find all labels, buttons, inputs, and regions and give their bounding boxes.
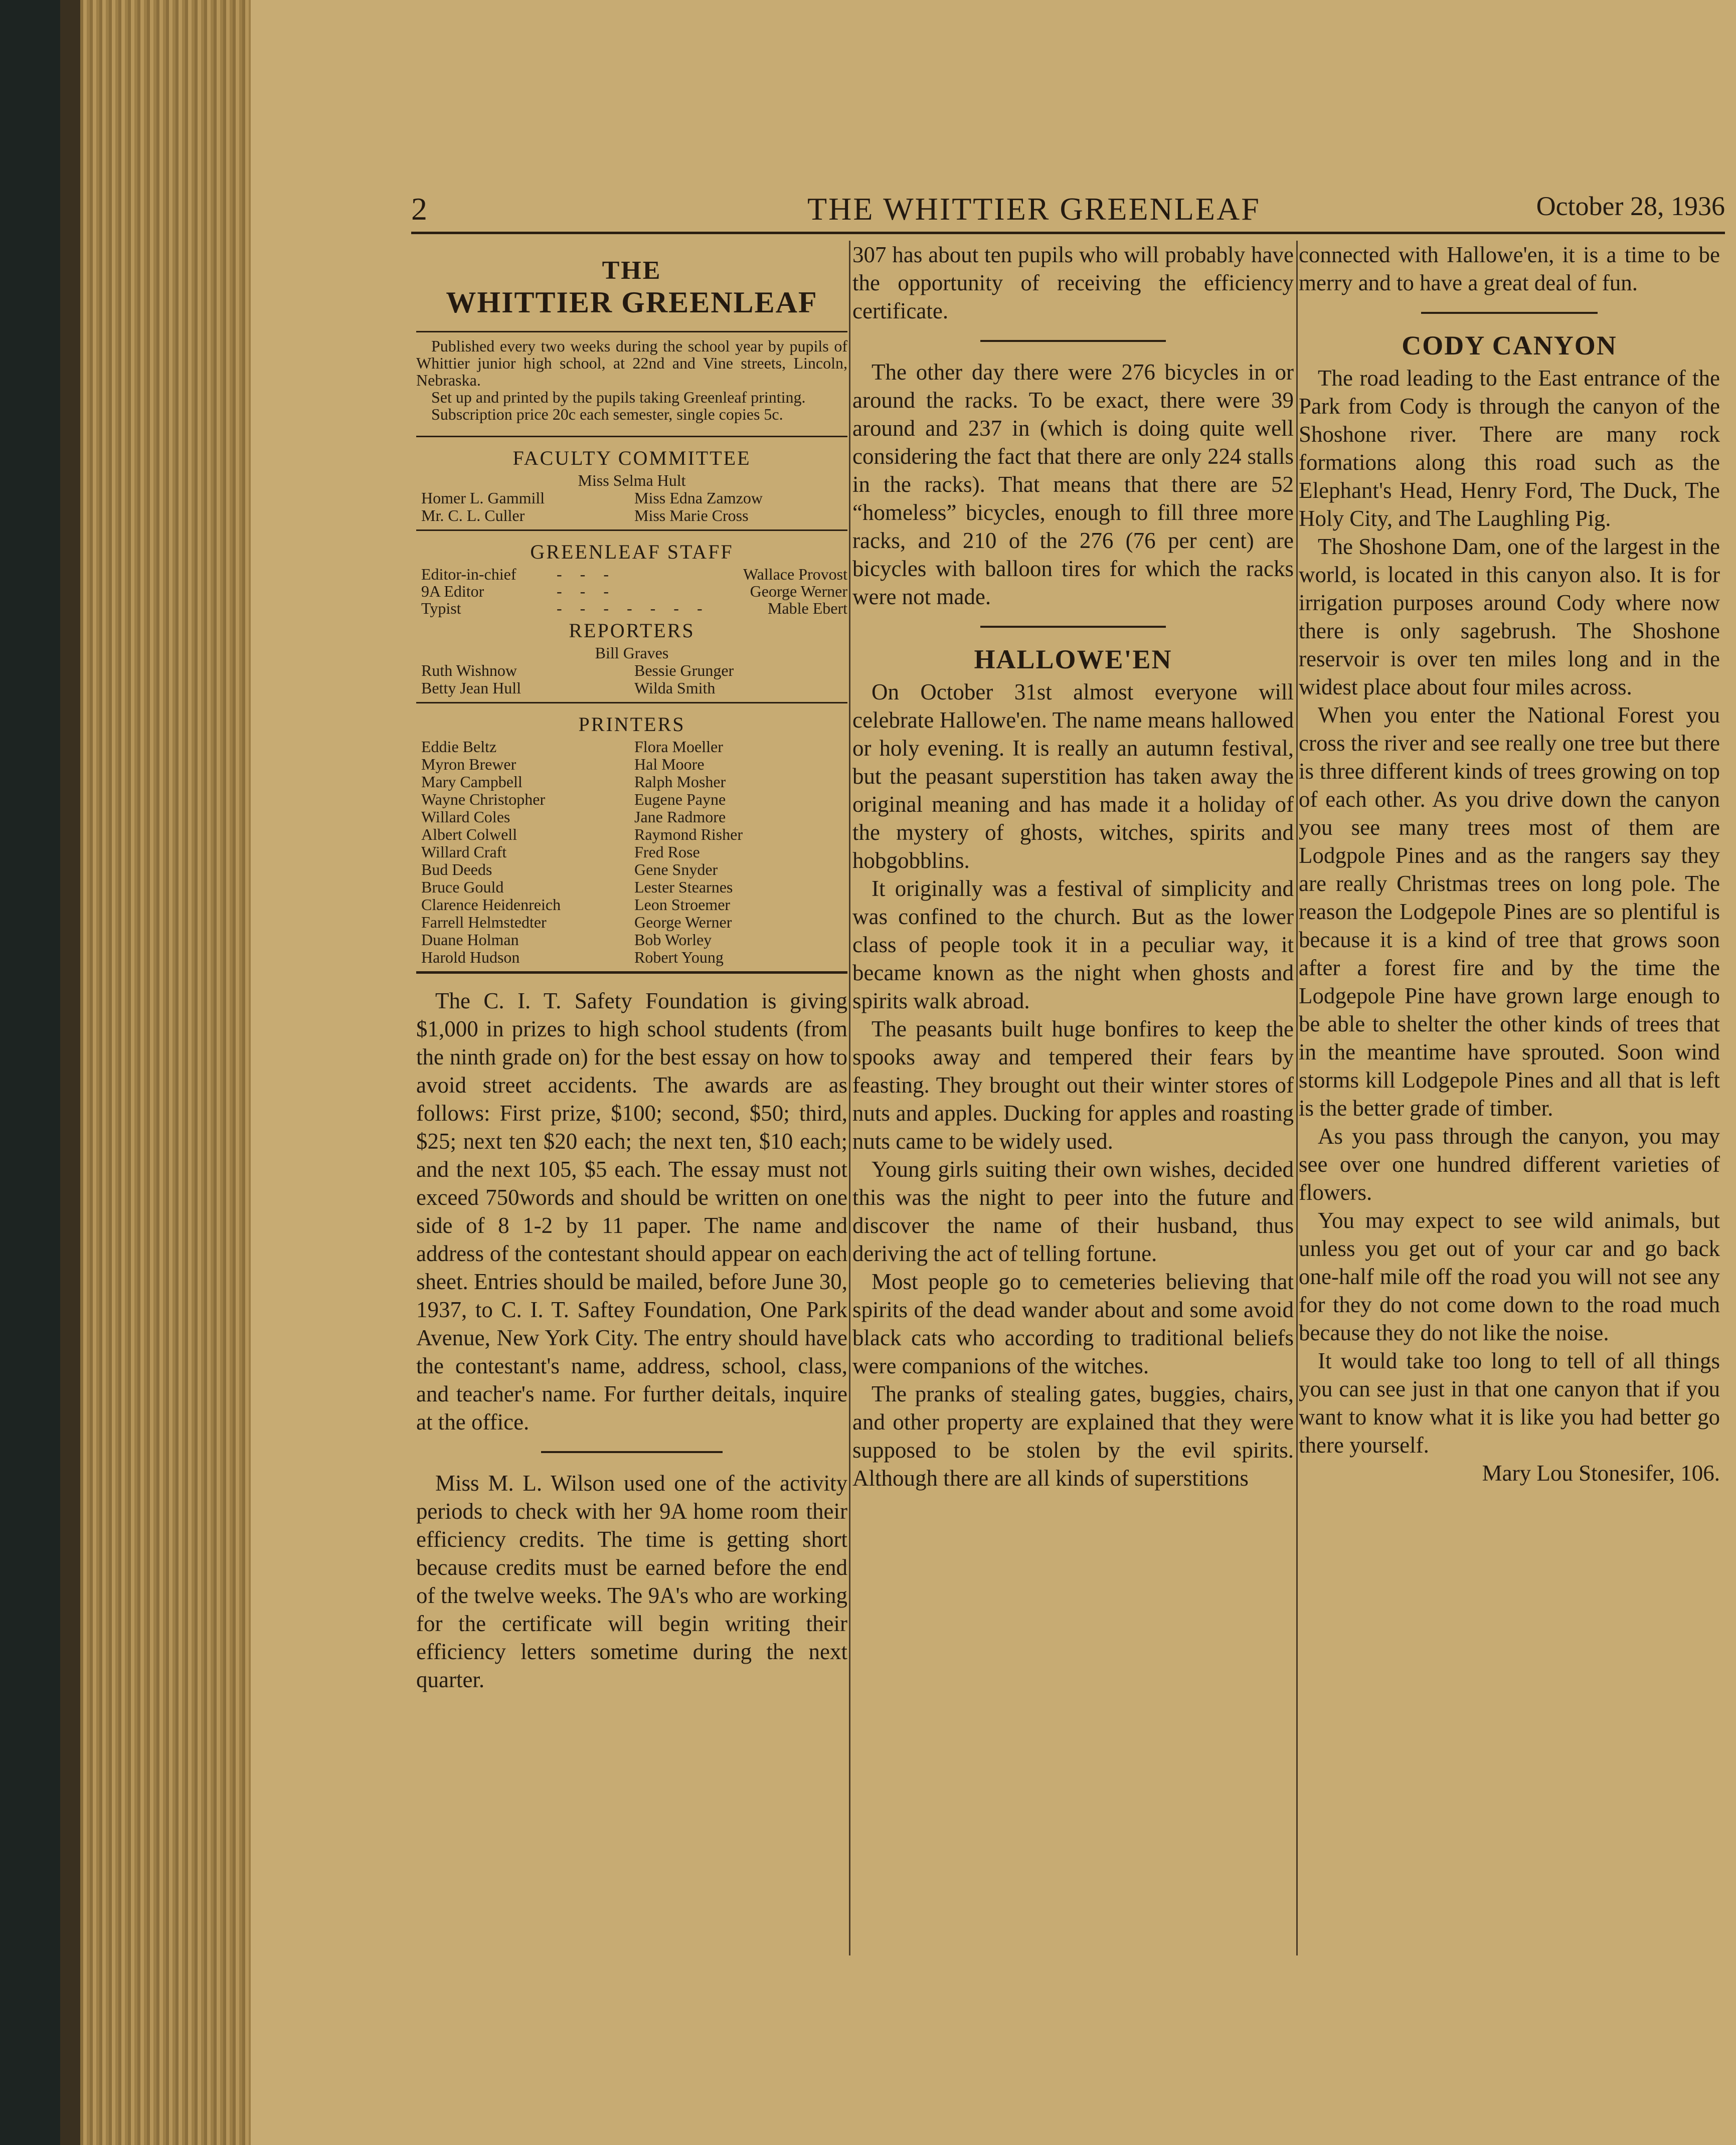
page-header [411,191,1725,231]
printers-row [416,949,847,966]
printers-row [416,808,847,826]
column-rule [849,241,850,1955]
article-divider [980,340,1166,342]
printer-name: Leon Stroemer [634,896,731,914]
printer-name: Eugene Payne [634,790,726,808]
staff-row [416,600,847,617]
printer-name: George Werner [634,913,732,931]
column-rule [1296,241,1298,1955]
subscription-info: Subscription price 20c each semester, single copies 5c. [431,405,783,423]
staff-row [416,583,847,600]
faculty-lead: Miss Selma Hult [578,471,686,489]
bicycles-article: The other day there were 276 bicycles in or around the racks. To be exact, there were 39 around and 237 in (which is doing quite well considering the fact that there are only 224 stalls in the racks). That means that there are 52 “homeless” bicycles, enough to fill three more racks, and 210 of the 276 (76 per cent) are bicycles with balloon tires for which the racks were not made. [852,360,1294,609]
section-rule [416,702,847,703]
book-binding [0,0,60,2145]
halloween-paragraph: On October 31st almost everyone will celebrate Hallowe'en. The name means hallowed or holy evening. It is really an autumn festival, but the peasant superstition has taken away the original meaning and has made it a holiday of the mystery of ghosts, witches, spirits and hobgobblins. [852,679,1294,873]
faculty-row [416,507,847,524]
halloween-paragraph: The pranks of stealing gates, buggies, chairs, and other property are explained that they were supposed to be stolen by the evil spirits. Although there are all kinds of superstitions [852,1381,1294,1491]
reporters-heading: REPORTERS [569,619,695,642]
safety-article: The C. I. T. Safety Foundation is giving $1,000 in prizes to high school students (from the ninth grade on) for the best essay on how to avoid street accidents. The awards are as follows: First prize, $100; second, $50; third, $25; next ten $20 each; the next ten, $10 each; and the next 105, $5 each. The essay must not exceed 750words and should be written on one side of 8 1-2 by 11 paper. The name and address of the contestant should appear on each sheet. Entries should be mailed, before June 30, 1937, to C. I. T. Saftey Foundation, One Park Avenue, New York City. The entry should have the contestant's name, address, school, class, and teacher's name. For further deitals, inquire at the office. [416,988,847,1435]
faculty-name: Mr. C. L. Culler [421,506,525,524]
halloween-paragraph: Most people go to cemeteries believing that spirits of the dead wander about and some avoid black cats who according to traditional beliefs were companions of the witches. [852,1269,1294,1378]
printers-row [416,773,847,791]
masthead-name: WHITTIER GREENLEAF [446,286,818,319]
halloween-headline: HALLOWE'EN [974,644,1172,674]
faculty-name: Miss Marie Cross [634,506,749,524]
reporter-name: Betty Jean Hull [421,679,522,697]
printer-name: Bob Worley [634,931,712,949]
column-2 [852,241,1294,1492]
cody-paragraph: The road leading to the East entrance of the Park from Cody is through the canyon of the Shoshone river. There are many rock formations along this road such as the Elephant's Head, Henry Ford, The Duck, The Holy City, and The Laughling Pig. [1299,366,1720,531]
printers-row [416,826,847,843]
printers-row [416,756,847,773]
printers-heading: PRINTERS [578,713,685,736]
reporters-lead: Bill Graves [595,644,669,662]
staff-role: 9A Editor [421,582,484,600]
printer-name: Jane Radmore [634,808,726,826]
masthead-the: THE [602,256,662,285]
staff-leader: - - - - - - - [557,599,710,617]
cody-canyon-headline: CODY CANYON [1402,330,1617,361]
printers-row [416,896,847,914]
reporters-row [416,679,847,697]
cody-paragraph: It would take too long to tell of all things you can see just in that one canyon that if you want to know what it is like you had better go there yourself. [1299,1348,1720,1458]
reporter-name: Wilda Smith [634,679,716,697]
header-rule [411,232,1725,234]
binding-shadow [60,0,80,2145]
section-rule [416,436,847,437]
wilson-article: Miss M. L. Wilson used one of the activity periods to check with her 9A home room their efficiency credits. The time is getting short because credits must be earned before the end of the twelve weeks. The 9A's who are working for the certificate will begin writing their efficiency letters sometime during the next quarter. [416,1471,847,1692]
printers-row [416,738,847,756]
masthead-rule [416,331,847,332]
printer-name: Gene Snyder [634,860,718,878]
staff-leader: - - - [557,565,616,583]
efficiency-307-article: 307 has about ten pupils who will probably have the opportunity of receiving the efficiency certificate. [852,242,1294,323]
printer-name: Robert Young [634,948,724,966]
printer-name: Flora Moeller [634,738,723,756]
faculty-name: Homer L. Gammill [421,489,545,507]
printer-name: Clarence Heidenreich [421,896,561,914]
cody-paragraph: You may expect to see wild animals, but unless you get out of your car and go back one-half mile off the road you will not see any for they do not come down to the road much because they do not like the noise. [1299,1208,1720,1345]
printers-row [416,843,847,861]
printer-name: Duane Holman [421,931,519,949]
printing-info: Set up and printed by the pupils taking Greenleaf printing. [431,388,806,406]
printer-name: Bruce Gould [421,878,504,896]
cody-paragraph: The Shoshone Dam, one of the largest in the world, is located in this canyon also. It is for irrigation purposes around Cody where now there is only sagebrush. The Shoshone reservoir is over ten miles long and in the widest place about four miles across. [1299,534,1720,699]
staff-heading: GREENLEAF STAFF [530,541,734,563]
halloween-paragraph: The peasants built huge bonfires to keep the spooks away and tempered their fears by feasting. They brought out their winter stores of nuts and apples. Ducking for apples and roasting nuts came to be widely used. [852,1016,1294,1154]
printer-name: Raymond Risher [634,825,743,843]
printer-name: Ralph Mosher [634,773,726,791]
staff-role: Editor-in-chief [421,565,516,583]
printer-name: Willard Coles [421,808,510,826]
staff-leader: - - - [557,582,616,600]
author-signature: Mary Lou Stonesifer, 106. [1482,1461,1720,1486]
printer-name: Myron Brewer [421,755,516,773]
reporters-row [416,662,847,679]
article-divider [980,626,1166,628]
printer-name: Harold Hudson [421,948,520,966]
printer-name: Fred Rose [634,843,700,861]
halloween-paragraph: It originally was a festival of simplicity and was confined to the church. But as the lower class of people took it in a peculiar way, it became known as the night when ghosts and spirits walk abroad. [852,876,1294,1013]
faculty-committee-heading: FACULTY COMMITTEE [512,447,751,469]
printers-row [416,791,847,808]
masthead-bottom-rule [416,971,847,974]
printer-name: Wayne Christopher [421,790,546,808]
printer-name: Willard Craft [421,843,507,861]
halloween-paragraph: Young girls suiting their own wishes, decided this was the night to peer into the future and discover the name of their husband, thus deriving the act of telling fortune. [852,1157,1294,1266]
printer-name: Lester Stearnes [634,878,733,896]
header-title: THE WHITTIER GREENLEAF [807,191,1261,227]
staff-name: Wallace Provost [743,565,847,583]
printer-name: Mary Campbell [421,773,523,791]
page-edges [80,0,251,2145]
halloween-paragraph: connected with Hallowe'en, it is a time to be merry and to have a great deal of fun. [1299,242,1720,295]
printer-name: Albert Colwell [421,825,517,843]
staff-name: George Werner [750,582,847,600]
printers-row [416,861,847,878]
staff-name: Mable Ebert [767,599,847,617]
faculty-name: Miss Edna Zamzow [634,489,763,507]
printers-row [416,878,847,896]
cody-paragraph: When you enter the National Forest you cross the river and see really one tree but there is three different kinds of trees growing on top of each other. As you drive down the canyon you see many trees most of them are Lodgpole Pines and as the rangers say they are really Christmas trees on long pole. The reason the Lodgepole Pines are so plentiful is because it is a kind of tree that grows soon after a forest fire and by the time the Lodgepole Pine have grown large enough to be able to shelter the other kinds of trees that in the meantime have sprouted. Soon wind storms kill Lodgepole Pines and all that is left is the better grade of timber. [1299,702,1720,1121]
article-divider [1421,312,1598,314]
printer-name: Eddie Beltz [421,738,497,756]
printer-name: Bud Deeds [421,860,492,878]
publication-info: Published every two weeks during the school year by pupils of Whittier junior high school, at 22nd and Vine streets, Lincoln, Nebraska. [416,337,847,389]
faculty-row [416,489,847,507]
issue-date: October 28, 1936 [1536,191,1725,221]
column-1 [416,241,847,1694]
printer-name: Farrell Helmstedter [421,913,547,931]
reporter-name: Ruth Wishnow [421,661,517,679]
cody-paragraph: As you pass through the canyon, you may see over one hundred different varieties of flowers. [1299,1124,1720,1205]
staff-role: Typist [421,599,461,617]
printers-row [416,914,847,931]
reporter-name: Bessie Grunger [634,661,734,679]
printer-name: Hal Moore [634,755,705,773]
column-3 [1299,241,1720,1487]
page-number: 2 [411,191,427,227]
printers-row [416,931,847,949]
section-rule [416,529,847,531]
article-divider [541,1451,722,1453]
staff-row [416,566,847,583]
